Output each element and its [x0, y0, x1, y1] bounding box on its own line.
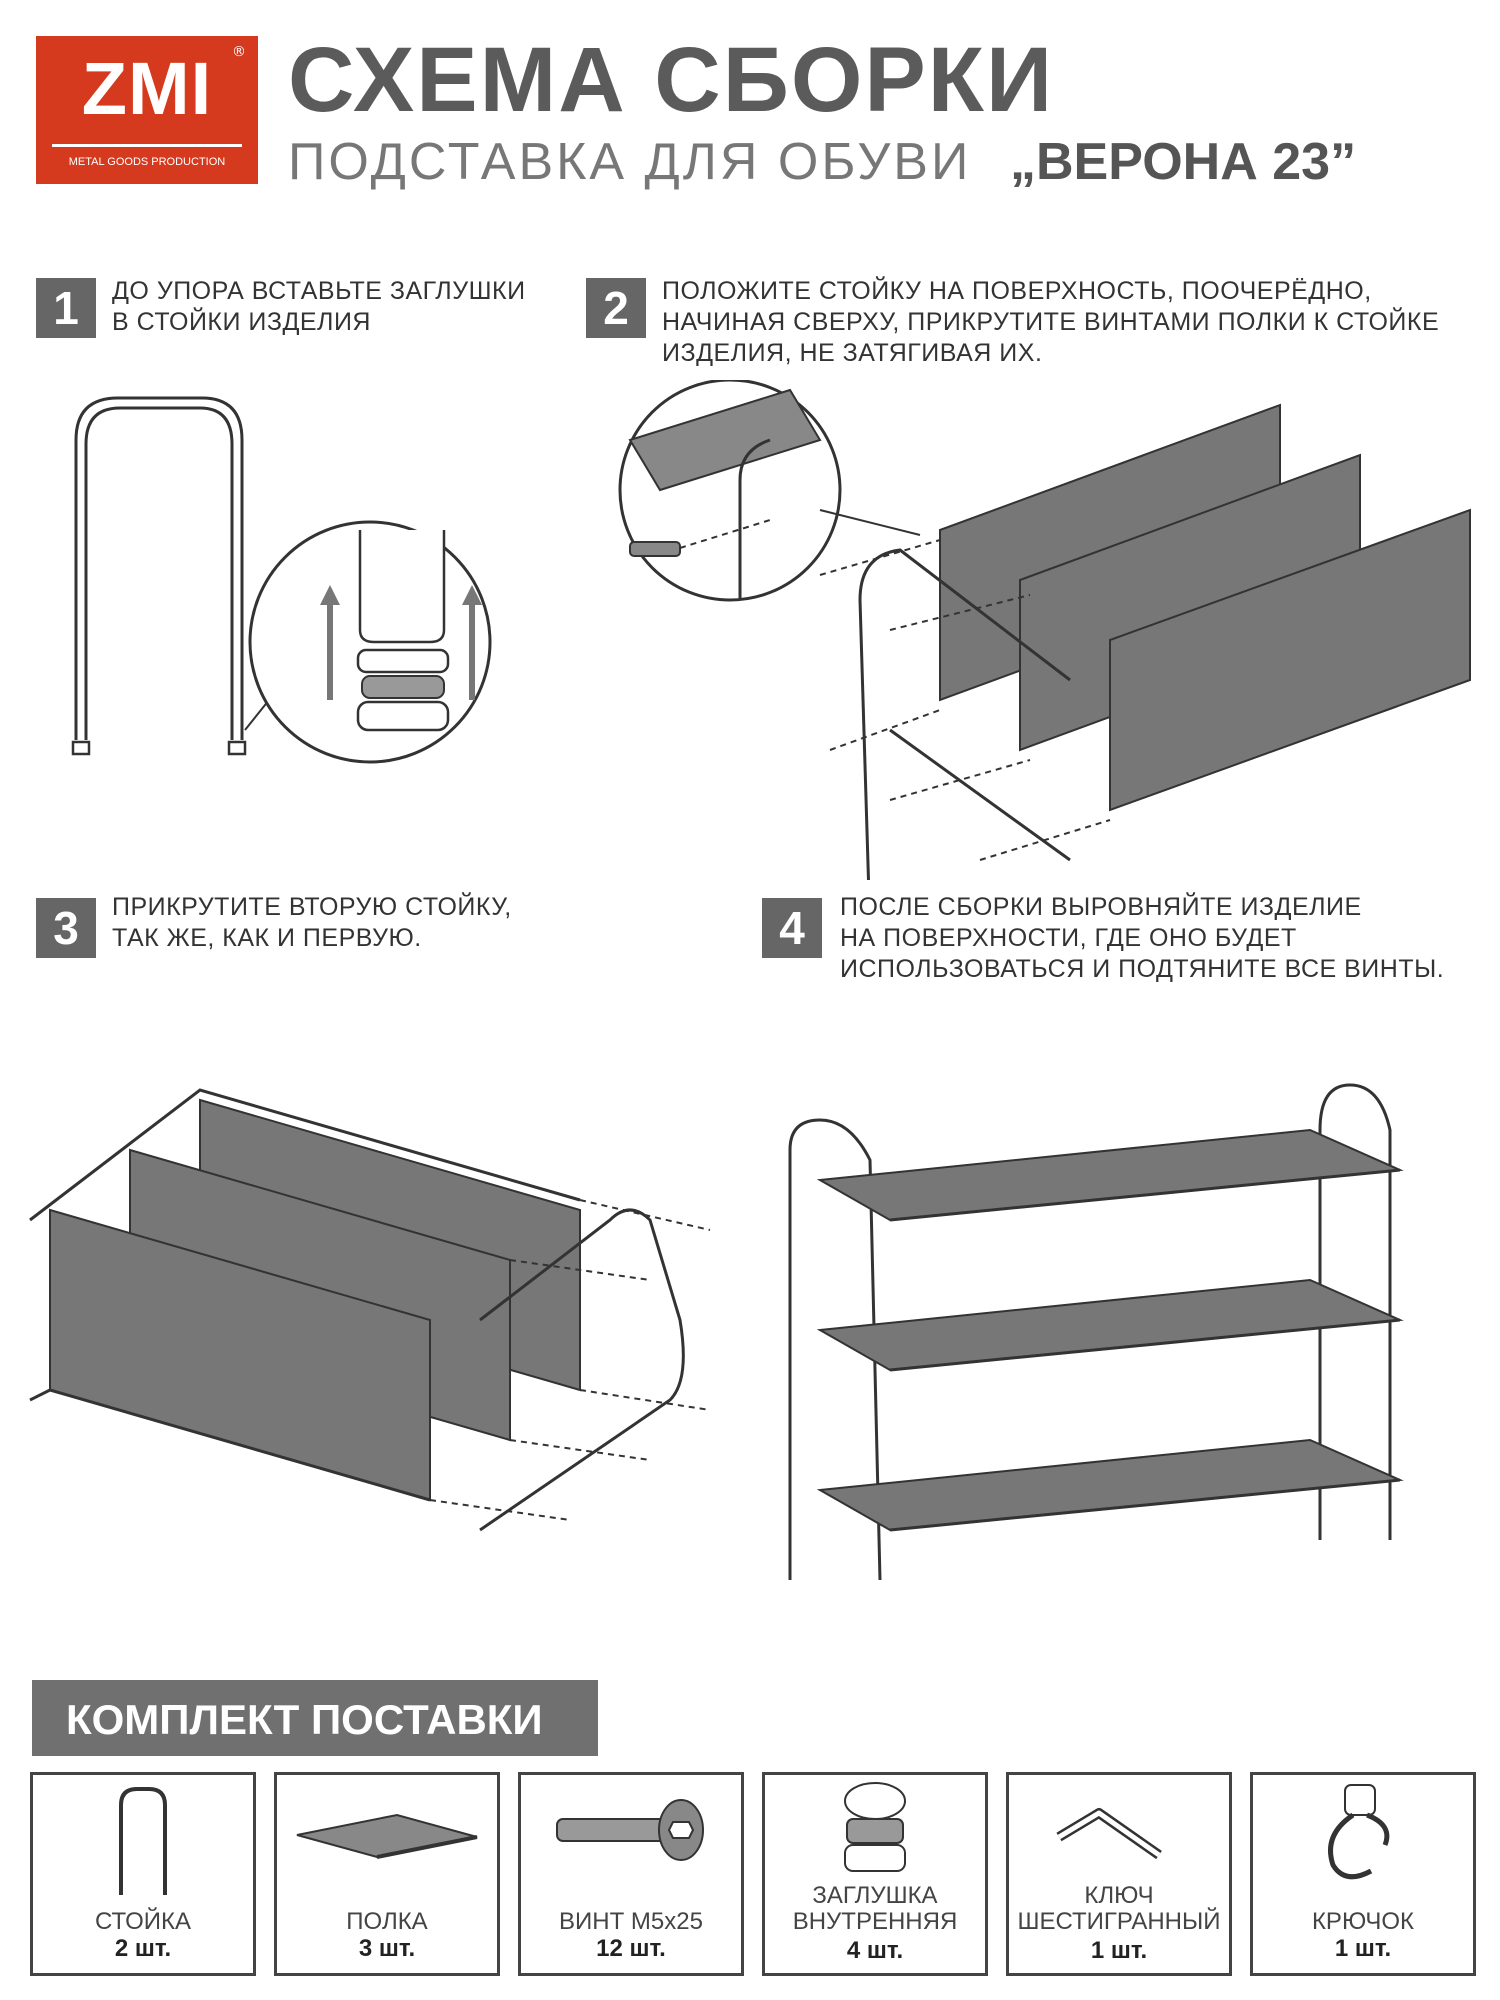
step-3-text: ПРИКРУТИТЕ ВТОРУЮ СТОЙКУ, ТАК ЖЕ, КАК И ПЕРВУЮ.	[112, 893, 512, 952]
kit-item-hook	[1250, 1772, 1476, 1976]
step-1-text: ДО УПОРА ВСТАВЬТЕ ЗАГЛУШКИ В СТОЙКИ ИЗДЕЛИЯ	[112, 277, 526, 336]
brand-logo	[36, 36, 258, 184]
plug-top-ring	[358, 650, 448, 672]
plug-icon	[765, 1775, 985, 1895]
kit-section-title: КОМПЛЕКТ ПОСТАВКИ	[66, 1696, 543, 1743]
step-1-number: 1	[36, 278, 96, 338]
logo-registered-mark: ®	[232, 44, 246, 60]
kit-item-stand	[30, 1772, 256, 1976]
step-3-illustration	[10, 1060, 730, 1540]
logo-divider	[52, 144, 242, 147]
plug-cap	[358, 702, 448, 730]
logo-brand-text: ZMI	[81, 47, 213, 130]
kit-item-name: СТОЙКА	[94, 1908, 192, 1935]
kit-item-qty: 2 шт.	[114, 1935, 172, 1962]
screw-path-3	[830, 710, 940, 750]
step-2-illustration	[590, 380, 1490, 880]
kit-item-screw	[518, 1772, 744, 1976]
tube-end	[360, 530, 444, 642]
screw-path-a	[580, 1200, 710, 1230]
kit-item-name: ПОЛКА	[346, 1908, 428, 1935]
plug-middle-ring	[362, 676, 444, 698]
shelf-icon	[277, 1775, 497, 1895]
hook-icon	[1253, 1775, 1473, 1895]
kit-item-hex-key	[1006, 1772, 1232, 1976]
kit-item-name: КРЮЧОК	[1311, 1908, 1415, 1935]
page-title: СХЕМА СБОРКИ	[288, 29, 1055, 131]
kit-item-qty: 1 шт.	[1334, 1935, 1392, 1962]
stand-lower-bar	[890, 730, 1070, 860]
kit-section-header	[32, 1680, 598, 1756]
screw-path-5	[980, 820, 1110, 860]
step-2-text: ПОЛОЖИТЕ СТОЙКУ НА ПОВЕРХНОСТЬ, ПООЧЕРЁДНО, НАЧИНАЯ СВЕРХУ, ПРИКРУТИТЕ ВИНТАМИ ПОЛКИ К СТОЙКЕ ИЗДЕЛИЯ, НЕ ЗАТЯГИВАЯ ИХ.	[662, 277, 1440, 367]
step-2-number: 2	[586, 278, 646, 338]
top-shelf	[820, 1130, 1400, 1220]
product-model: „ВЕРОНА 23”	[1010, 133, 1357, 191]
step-4-illustration	[780, 1070, 1430, 1600]
stand-inner-outline	[86, 408, 232, 740]
step-1-illustration	[40, 380, 540, 820]
detail-screw	[630, 542, 680, 556]
kit-item-plug	[762, 1772, 988, 1976]
plug-right	[229, 742, 245, 754]
kit-item-qty: 4 шт.	[846, 1937, 904, 1964]
kit-item-qty: 1 шт.	[1090, 1937, 1148, 1964]
logo-tagline: METAL GOODS PRODUCTION	[68, 156, 226, 168]
step-3-number: 3	[36, 898, 96, 958]
bottom-shelf	[820, 1440, 1400, 1530]
kit-item-name: КЛЮЧ ШЕСТИГРАННЫЙ	[1017, 1882, 1221, 1935]
kit-item-qty: 12 шт.	[596, 1935, 666, 1962]
kit-item-name: ВИНТ M5x25	[559, 1908, 703, 1935]
hex-key-icon	[1009, 1775, 1229, 1895]
kit-item-name: ЗАГЛУШКА ВНУТРЕННЯЯ	[792, 1882, 958, 1935]
screw-icon	[521, 1775, 741, 1895]
stand-icon	[33, 1775, 253, 1895]
plug-left	[73, 742, 89, 754]
middle-shelf	[820, 1280, 1400, 1370]
stand-outline	[76, 398, 242, 740]
kit-item-qty: 3 шт.	[358, 1935, 416, 1962]
page-subtitle: ПОДСТАВКА ДЛЯ ОБУВИ	[288, 133, 972, 191]
kit-item-shelf	[274, 1772, 500, 1976]
screw-path-c	[580, 1390, 710, 1410]
step-4-text: ПОСЛЕ СБОРКИ ВЫРОВНЯЙТЕ ИЗДЕЛИЕ НА ПОВЕРХНОСТИ, ГДЕ ОНО БУДЕТ ИСПОЛЬЗОВАТЬСЯ И ПОДТЯНИТЕ ВСЕ ВИНТЫ.	[840, 893, 1445, 983]
step-4-number: 4	[762, 898, 822, 958]
screw-path-d	[510, 1440, 650, 1460]
